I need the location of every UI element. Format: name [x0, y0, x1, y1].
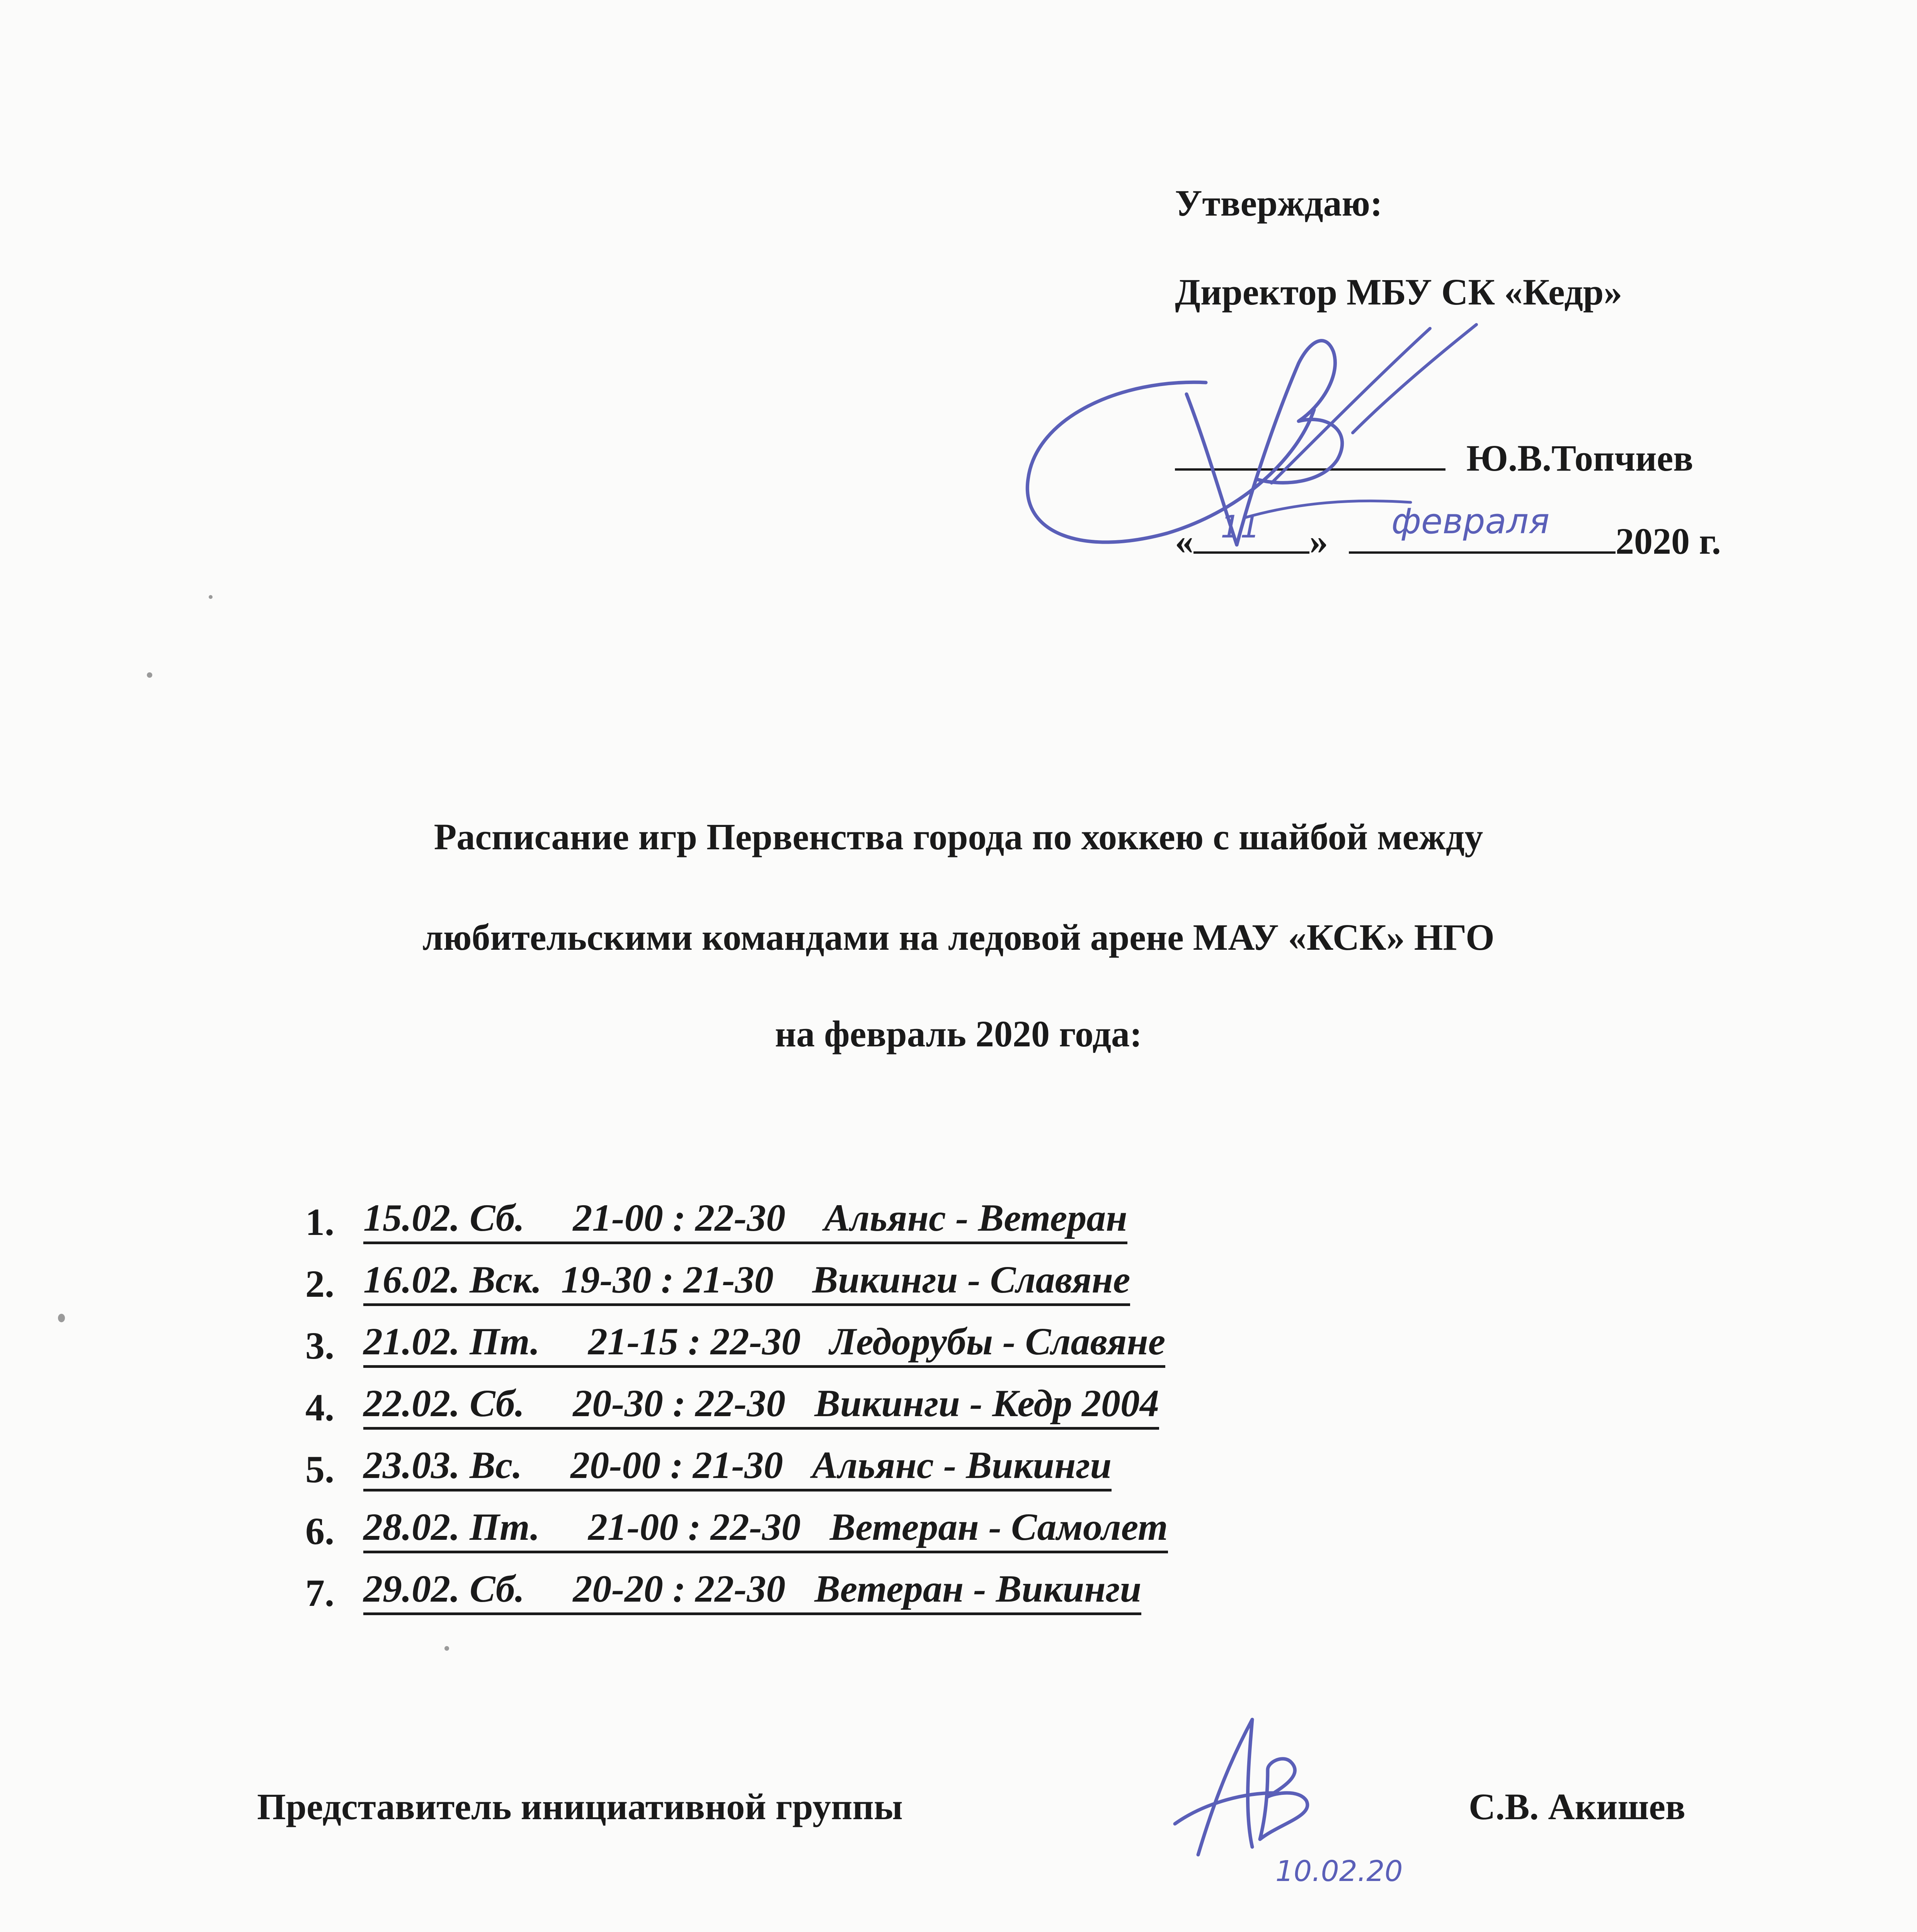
title-line-1: Расписание игр Первенства города по хоккею с шайбой между	[434, 816, 1483, 857]
scan-speck	[444, 1646, 449, 1651]
schedule-item-number: 5.	[305, 1448, 334, 1491]
schedule-item	[305, 1182, 1168, 1244]
schedule-item-text: 16.02. Вск. 19-30 : 21-30 Викинги - Славяне	[363, 1257, 1130, 1306]
director-signature-icon	[1005, 317, 1546, 607]
schedule-item-number: 6.	[305, 1510, 334, 1553]
schedule-item-text: 23.03. Вс. 20-00 : 21-30 Альянс - Викинги	[363, 1443, 1112, 1492]
schedule-item-number: 1.	[305, 1201, 334, 1243]
schedule-item-text: 15.02. Сб. 21-00 : 22-30 Альянс - Ветеран	[363, 1196, 1127, 1244]
schedule-item-text: 29.02. Сб. 20-20 : 22-30 Ветеран - Викинги	[363, 1566, 1141, 1615]
schedule-item-number: 2.	[305, 1262, 334, 1305]
schedule-item-text: 22.02. Сб. 20-30 : 22-30 Викинги - Кедр 2004	[363, 1381, 1159, 1430]
director-title: Директор МБУ СК «Кедр»	[1175, 271, 1622, 313]
schedule-item	[305, 1430, 1168, 1492]
scan-speck	[58, 1314, 65, 1322]
approve-label: Утверждаю:	[1175, 182, 1382, 224]
title-line-3: на февраль 2020 года:	[775, 1013, 1142, 1054]
schedule-item-text: 28.02. Пт. 21-00 : 22-30 Ветеран - Самолет	[363, 1505, 1168, 1553]
schedule-item	[305, 1244, 1168, 1306]
schedule-item	[305, 1553, 1168, 1615]
schedule-item-text: 21.02. Пт. 21-15 : 22-30 Ледорубы - Славяне	[363, 1319, 1165, 1368]
schedule-item	[305, 1368, 1168, 1430]
title-line-2: любительскими командами на ледовой арене МАУ «КСК» НГО	[422, 917, 1495, 958]
representative-label: Представитель инициативной группы	[257, 1786, 903, 1827]
director-name: Ю.В.Топчиев	[1466, 437, 1694, 479]
schedule-item	[305, 1492, 1168, 1553]
handwritten-day: 11	[1221, 509, 1260, 545]
schedule-item-number: 7.	[305, 1571, 334, 1614]
representative-signature-icon	[1152, 1708, 1345, 1870]
scan-speck	[209, 595, 213, 599]
schedule-list	[305, 1182, 1168, 1615]
date-open-quote: «	[1175, 520, 1193, 562]
handwritten-date: 10.02.20	[1275, 1855, 1403, 1888]
date-year: 2020 г.	[1616, 520, 1721, 562]
schedule-item-number: 3.	[305, 1324, 334, 1367]
schedule-item-number: 4.	[305, 1386, 334, 1429]
schedule-item	[305, 1306, 1168, 1368]
scan-speck	[147, 672, 152, 678]
handwritten-month: февраля	[1391, 501, 1550, 542]
representative-name: С.В. Акишев	[1469, 1786, 1685, 1827]
date-close-quote: »	[1309, 520, 1328, 562]
